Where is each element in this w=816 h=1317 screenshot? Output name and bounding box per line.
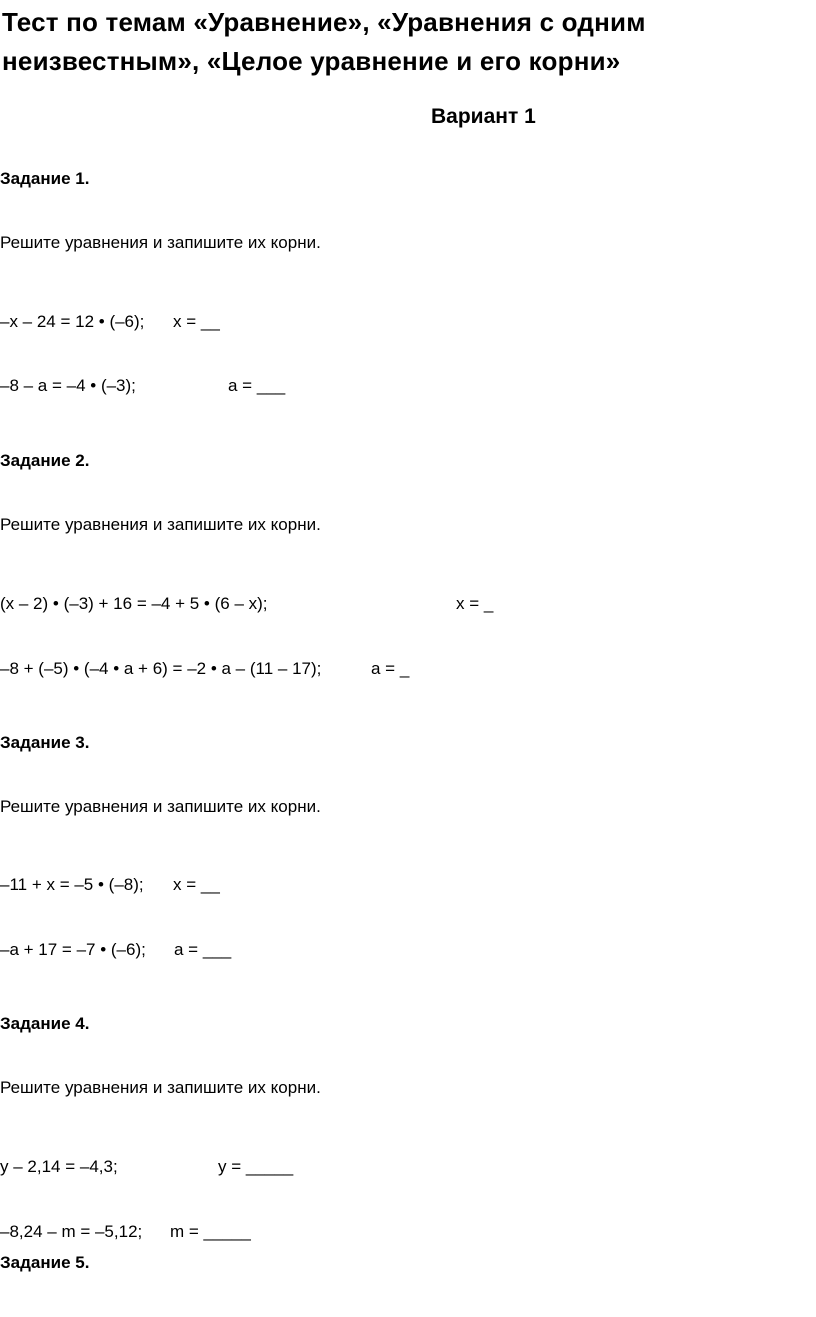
task-instruction: Решите уравнения и запишите их корни.	[0, 797, 321, 816]
task-instruction: Решите уравнения и запишите их корни.	[0, 233, 321, 252]
equation-text: y – 2,14 = –4,3;	[0, 1157, 118, 1176]
variant-label: Вариант 1	[431, 105, 536, 128]
page-title-line-1: Тест по темам «Уравнение», «Уравнения с одним	[2, 7, 646, 37]
equation-text: –a + 17 = –7 • (–6);	[0, 940, 146, 959]
equation-text: –8 + (–5) • (–4 • a + 6) = –2 • a – (11 – 17);	[0, 659, 322, 678]
answer-blank: x = _	[456, 594, 494, 613]
task-heading: Задание 5.	[0, 1253, 90, 1272]
equation-text: –8 – a = –4 • (–3);	[0, 376, 136, 395]
task-instruction: Решите уравнения и запишите их корни.	[0, 515, 321, 534]
answer-blank: y = _____	[218, 1157, 294, 1176]
answer-blank: x = __	[173, 312, 220, 331]
task-heading: Задание 2.	[0, 451, 90, 470]
equation-text: –x – 24 = 12 • (–6);	[0, 312, 145, 331]
equation-text: (x – 2) • (–3) + 16 = –4 + 5 • (6 – x);	[0, 594, 268, 613]
equation-text: –11 + x = –5 • (–8);	[0, 875, 144, 894]
task-heading: Задание 3.	[0, 733, 90, 752]
answer-blank: m = _____	[170, 1222, 251, 1241]
answer-blank: a = ___	[228, 376, 286, 395]
task-heading: Задание 1.	[0, 169, 90, 188]
task-instruction: Решите уравнения и запишите их корни.	[0, 1078, 321, 1097]
answer-blank: x = __	[173, 875, 220, 894]
answer-blank: a = ___	[174, 940, 232, 959]
page-title-line-2: неизвестным», «Целое уравнение и его корни»	[2, 46, 621, 76]
task-heading: Задание 4.	[0, 1014, 90, 1033]
equation-text: –8,24 – m = –5,12;	[0, 1222, 143, 1241]
answer-blank: a = _	[371, 659, 410, 678]
